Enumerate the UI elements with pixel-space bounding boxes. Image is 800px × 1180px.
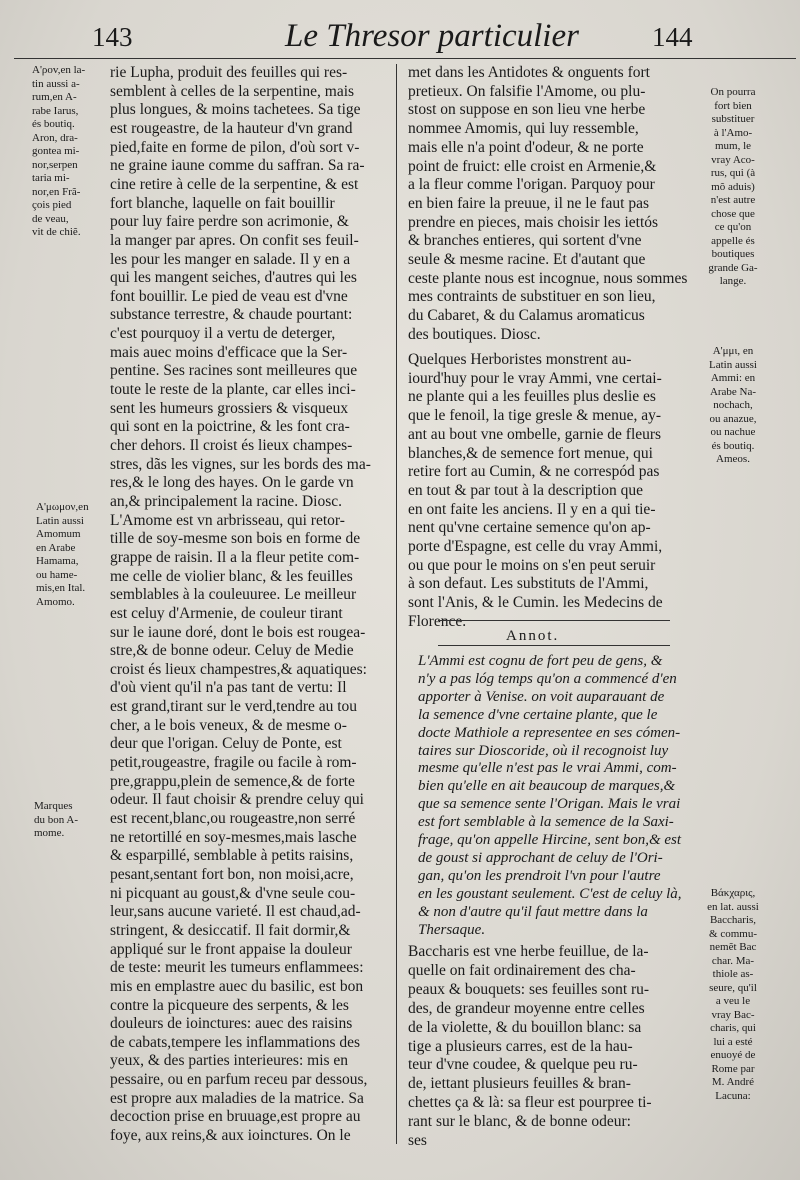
left-column-line: d'où vient qu'il n'a pas tant de vertu: Il <box>110 679 347 697</box>
right-tail-line: ses <box>408 1132 427 1149</box>
left-column-line: stres, dãs les vignes, sur les bords des ma- <box>110 455 371 473</box>
right-column-line: & branches entieres, qui sortent d'vne <box>408 232 642 250</box>
annotation-line: taires sur Dioscoride, où il recognoist luy <box>418 742 669 759</box>
margin-note-right-baccharis: Βάκχαρις, en lat. aussi Baccharis, & commu- nemẽt Bac char. Ma- thiole as- seure, qu'il a veu le vray Bac- charis, qui lui a esté enuoyé de Rome par M. André Lacuna: <box>707 887 759 1102</box>
right-column-line: mais elle n'a point d'odeur, & ne porte <box>408 138 644 156</box>
annotation-line: Thersaque. <box>418 921 486 938</box>
left-column-line: de cabats,tempere les inflammations des <box>110 1033 361 1051</box>
page-number-right: 144 <box>652 22 693 52</box>
annotation-title: Annot. <box>506 628 560 644</box>
left-column-line: pesant,sentant fort bon, non moisi,acre, <box>110 865 354 883</box>
left-column-line: tille de soy-mesme son bois en forme de <box>110 530 361 548</box>
left-column-line: mais auec moins d'efficace que la Ser- <box>110 343 348 361</box>
right-column-line: des boutiques. Diosc. <box>408 325 541 343</box>
annotation-line: la semence d'vne certaine plante, que le <box>418 706 658 723</box>
right-tail-line: rant sur le blanc, & de bonne odeur: <box>408 1113 631 1131</box>
page-header <box>0 10 800 54</box>
right-column-line: blanches,& de semence fort menue, qui <box>408 444 653 462</box>
left-column-line: plus longues, & moins tachetees. Sa tige <box>110 101 361 119</box>
left-column-line: est celuy d'Armenie, de couleur tirant <box>110 604 343 622</box>
left-column-line: sur le iaune doré, dont le bois est rougea- <box>110 623 366 641</box>
left-column-line: est grand,tirant sur le verd,tendre au tou <box>110 698 358 716</box>
right-column-line: en tout & par tout à la description que <box>408 481 644 499</box>
left-column-line: la manger par apres. On confit ses feuil- <box>110 231 359 249</box>
left-column-line: res,& le long des hayes. On le garde vn <box>110 474 354 492</box>
left-column-line: mis en emplastre auec du basilic, est bon <box>110 977 364 995</box>
right-tail-line: Baccharis est vne herbe feuillue, de la- <box>408 943 649 960</box>
left-column-line: decoction prise en bruuage,est propre au <box>110 1108 361 1126</box>
left-column-line: L'Amome est vn arbrisseau, qui retor- <box>110 511 345 529</box>
right-tail-line: teur d'vne coudee, & quelque peu ru- <box>408 1056 638 1074</box>
left-column-line: font bouillir. Le pied de veau est d'vne <box>110 287 348 305</box>
left-column-line: qui les mangent seiches, d'autres qui les <box>110 269 357 287</box>
left-column-line: semblent à celles de la serpentine, mais <box>110 82 355 100</box>
right-column-line: point de fruict: elle croist en Armenie,& <box>408 157 657 175</box>
left-column-line: est rougeastre, de la hauteur d'vn grand <box>110 119 353 137</box>
column-divider <box>396 64 397 1144</box>
right-column-line: porte d'Espagne, est celle du vray Ammi, <box>408 538 663 555</box>
left-column-line: ne retortillé en soy-mesmes,mais lasche <box>110 828 357 846</box>
annotation-line: mesme qu'elle n'est pas le vrai Ammi, com- <box>418 760 677 777</box>
left-column-line: ne graine iaune comme du saffran. Sa ra- <box>110 157 365 175</box>
right-column-line: ou que pour le moins on s'en peut seruir <box>408 556 656 574</box>
left-column-line: pessaire, ou en parfum receu par dessous, <box>110 1071 368 1089</box>
annotation-line: & non d'autre qu'il faut mettre dans la <box>418 903 648 920</box>
right-column-line: à son defaut. Les substituts de l'Ammi, <box>408 575 649 593</box>
right-column-line: nommee Amomis, qui luy ressemble, <box>408 120 639 138</box>
left-column-line: cher, a le bois veneux, & de mesme o- <box>110 716 347 734</box>
annotation-line: frage, qu'on appelle Hircine, sent bon,& est <box>418 832 682 848</box>
right-column-line: du Cabaret, & du Calamus aromaticus <box>408 307 645 325</box>
right-column-line: en ont faite les anciens. Il y en a qui tie- <box>408 500 656 518</box>
left-column-line: pre,grappu,plein de semence,& de forte <box>110 772 355 790</box>
annotation-line: que sa semence sente l'Origan. Mais le vrai <box>418 796 681 813</box>
left-column-line: qui sont en la poictrine, & les font cra- <box>110 418 350 436</box>
right-column-line: mes contraints de substituer en son lieu, <box>408 288 656 306</box>
annotation-line: est fort semblable à la semence de la Saxi- <box>418 814 674 831</box>
left-column-line: stringent, & desiccatif. Il fait dormir,& <box>110 921 351 939</box>
right-column-line: prendre en pieces, mais choisir les iettós <box>408 213 659 231</box>
left-column-line: de teste: meurit les tumeurs enflammees: <box>110 959 364 977</box>
right-column-line: stost on suppose en son lieu vne herbe <box>408 101 646 119</box>
left-column-line: substance terrestre, & chaude pourtant: <box>110 306 353 324</box>
left-column-line: rie Lupha, produit des feuilles qui res- <box>110 64 348 81</box>
left-column-line: ni picquant au goust,& d'vne seule cou- <box>110 884 356 902</box>
right-column-line: Quelques Herboristes monstrent au- <box>408 351 632 368</box>
left-column-line: me celle de violier blanc, & les feuilles <box>110 567 353 585</box>
left-column-line: croist és lieux champestres,& aquatiques: <box>110 660 367 678</box>
annotation-line: docte Mathiole a representee en ses cómen- <box>418 724 681 741</box>
left-column-line: yeux, & des parties interieures: mis en <box>110 1052 349 1070</box>
left-column-line: pied,faite en forme de pilon, d'où sort v- <box>110 138 360 156</box>
margin-note-right-acorus: On pourra fort bien substituer à l'Amo- mum, le vray Aco- rus, qui (à mõ aduis) n'est autre chose que ce qu'on appelle és boutiques grande Ga- lange. <box>708 86 758 287</box>
right-column-line: retire fort au Cumin, & ne correspód pas <box>408 463 660 481</box>
right-column-line: ceste plante nous est incognue, nous sommes <box>408 269 688 287</box>
right-tail-line: des, de grandeur moyenne entre celles <box>408 999 645 1017</box>
annotation-line: apporter à Venise. on voit auparauant de <box>418 688 665 705</box>
left-column-line: semblables à la couleuuree. Le meilleur <box>110 586 357 604</box>
header-rule <box>14 58 796 59</box>
left-column-line: cher dehors. Il croist és lieux champes- <box>110 437 353 454</box>
right-tail-line: chettes ça & là: sa fleur est pourpree ti- <box>408 1094 652 1112</box>
left-column-line: cine retire à celle de la serpentine, & est <box>110 175 359 193</box>
right-column-line: a la fleur comme l'origan. Parquoy pour <box>408 176 655 194</box>
right-tail-line: tige a plusieurs carres, est de la hau- <box>408 1037 633 1055</box>
right-tail-line: peaux & bouquets: ses feuilles sont ru- <box>408 980 650 998</box>
margin-note-right-ammi: A'μμι, en Latin aussi Ammi: en Arabe Na- nochach, ou anazue, ou nachue és boutiq. Ameos. <box>709 345 757 465</box>
left-column-line: petit,rougeastre, fragile ou facile à rom- <box>110 754 357 772</box>
annotation-line: gan, qu'on les prendroit l'vn pour l'autre <box>418 867 661 884</box>
right-column-line: en bien faire la preuue, il ne le faut pas <box>408 194 649 212</box>
margin-note-left-amomum: A'μωμον,en Latin aussi Amomum en Arabe Hamama, ou hame- mis,en Ital. Amomo. <box>36 501 89 608</box>
right-column-line: iourd'huy pour le vray Ammi, vne certai- <box>408 369 662 387</box>
left-column-line: deur que l'origan. Celuy de Ponte, est <box>110 735 342 753</box>
left-column-line: toute le reste de la plante, car elles inci- <box>110 381 356 399</box>
left-column-line: appliqué sur le front appaise la douleur <box>110 940 352 958</box>
left-column-line: est recent,blanc,ou rougeastre,non serré <box>110 810 356 827</box>
left-column-line: pour luy faire perdre son acrimonie, & <box>110 213 349 231</box>
left-column-line: est propre aux maladies de la matrice. Sa <box>110 1089 364 1107</box>
left-column-line: douleurs de ioinctures: auec des raisins <box>110 1015 353 1033</box>
right-column-line: nent qu'vne certaine semence qu'on ap- <box>408 519 651 537</box>
left-column-line: stre,& de bonne odeur. Celuy de Medie <box>110 642 354 660</box>
right-column-line: met dans les Antidotes & onguents fort <box>408 64 650 81</box>
left-column-line: grappe de raisin. Il a la fleur petite com- <box>110 548 360 566</box>
right-tail-line: de la violette, & du bouillon blanc: sa <box>408 1018 642 1036</box>
right-column-line: que le fenoil, la tige gresle & menue, ay- <box>408 407 662 425</box>
margin-note-left-arum: A'ρov,en la- tin aussi a- rum,en A- rabe Iarus, és boutiq. Aron, dra- gontea mi- nor,serpen taria mi- nor,en Frã- çois pied de veau, vit de chiẽ. <box>32 64 86 238</box>
annotation-rule-top <box>438 620 670 621</box>
right-column-line: Florence. <box>408 612 467 630</box>
left-column-line: an,& principalement la racine. Diosc. <box>110 492 342 510</box>
right-column-line: pretieux. On falsifie l'Amome, ou plu- <box>408 82 646 100</box>
page-number-left: 143 <box>92 22 133 52</box>
annotation-line: bien qu'elle en ait beaucoup de marques,& <box>418 778 676 795</box>
annotation-rule-bottom <box>438 645 670 646</box>
margin-note-left-marques: Marques du bon A- mome. <box>34 800 78 839</box>
left-column-line: pentine. Ses racines sont meilleures que <box>110 362 358 380</box>
left-column-line: foye, aux reins,& aux ioinctures. On le <box>110 1127 351 1145</box>
left-column-line: les pour les manger en salade. Il y en a <box>110 250 351 268</box>
left-column-line: odeur. Il faut choisir & prendre celuy qui <box>110 791 364 809</box>
right-column-line: seule & mesme racine. Et d'autant que <box>408 251 646 268</box>
running-title: Le Thresor particulier <box>285 18 579 54</box>
left-column-line: fort blanche, laquelle on fait bouillir <box>110 194 335 212</box>
right-column-line: ant au bout vne ombelle, garnie de fleurs <box>408 425 662 443</box>
left-column-line: leur,sans aucune varieté. Il est chaud,ad- <box>110 903 361 921</box>
left-column-line: sent les humeurs grossiers & visqueux <box>110 399 349 417</box>
right-column-line: sont l'Anis, & le Cumin. les Medecins de <box>408 594 663 612</box>
right-column-line: ne plante qui a les feuilles plus deslie es <box>408 388 656 406</box>
annotation-line: de goust si approchant de celuy de l'Ori- <box>418 849 663 866</box>
annotation-line: en les goustant seulement. C'est de celuy là, <box>418 885 682 902</box>
left-column-line: contre la picqueure des serpents, & les <box>110 996 349 1014</box>
left-column-line: & esparpillé, semblable à petits raisins, <box>110 847 354 865</box>
right-tail-line: quelle on fait ordinairement des cha- <box>408 961 636 979</box>
annotation-line: n'y a pas lóg temps qu'on a commencé d'en <box>418 670 677 687</box>
right-tail-line: de, iettant plusieurs feuilles & bran- <box>408 1075 631 1093</box>
left-column-line: c'est pourquoy il a vertu de deterger, <box>110 325 336 343</box>
annotation-line: L'Ammi est cognu de fort peu de gens, & <box>418 653 663 669</box>
